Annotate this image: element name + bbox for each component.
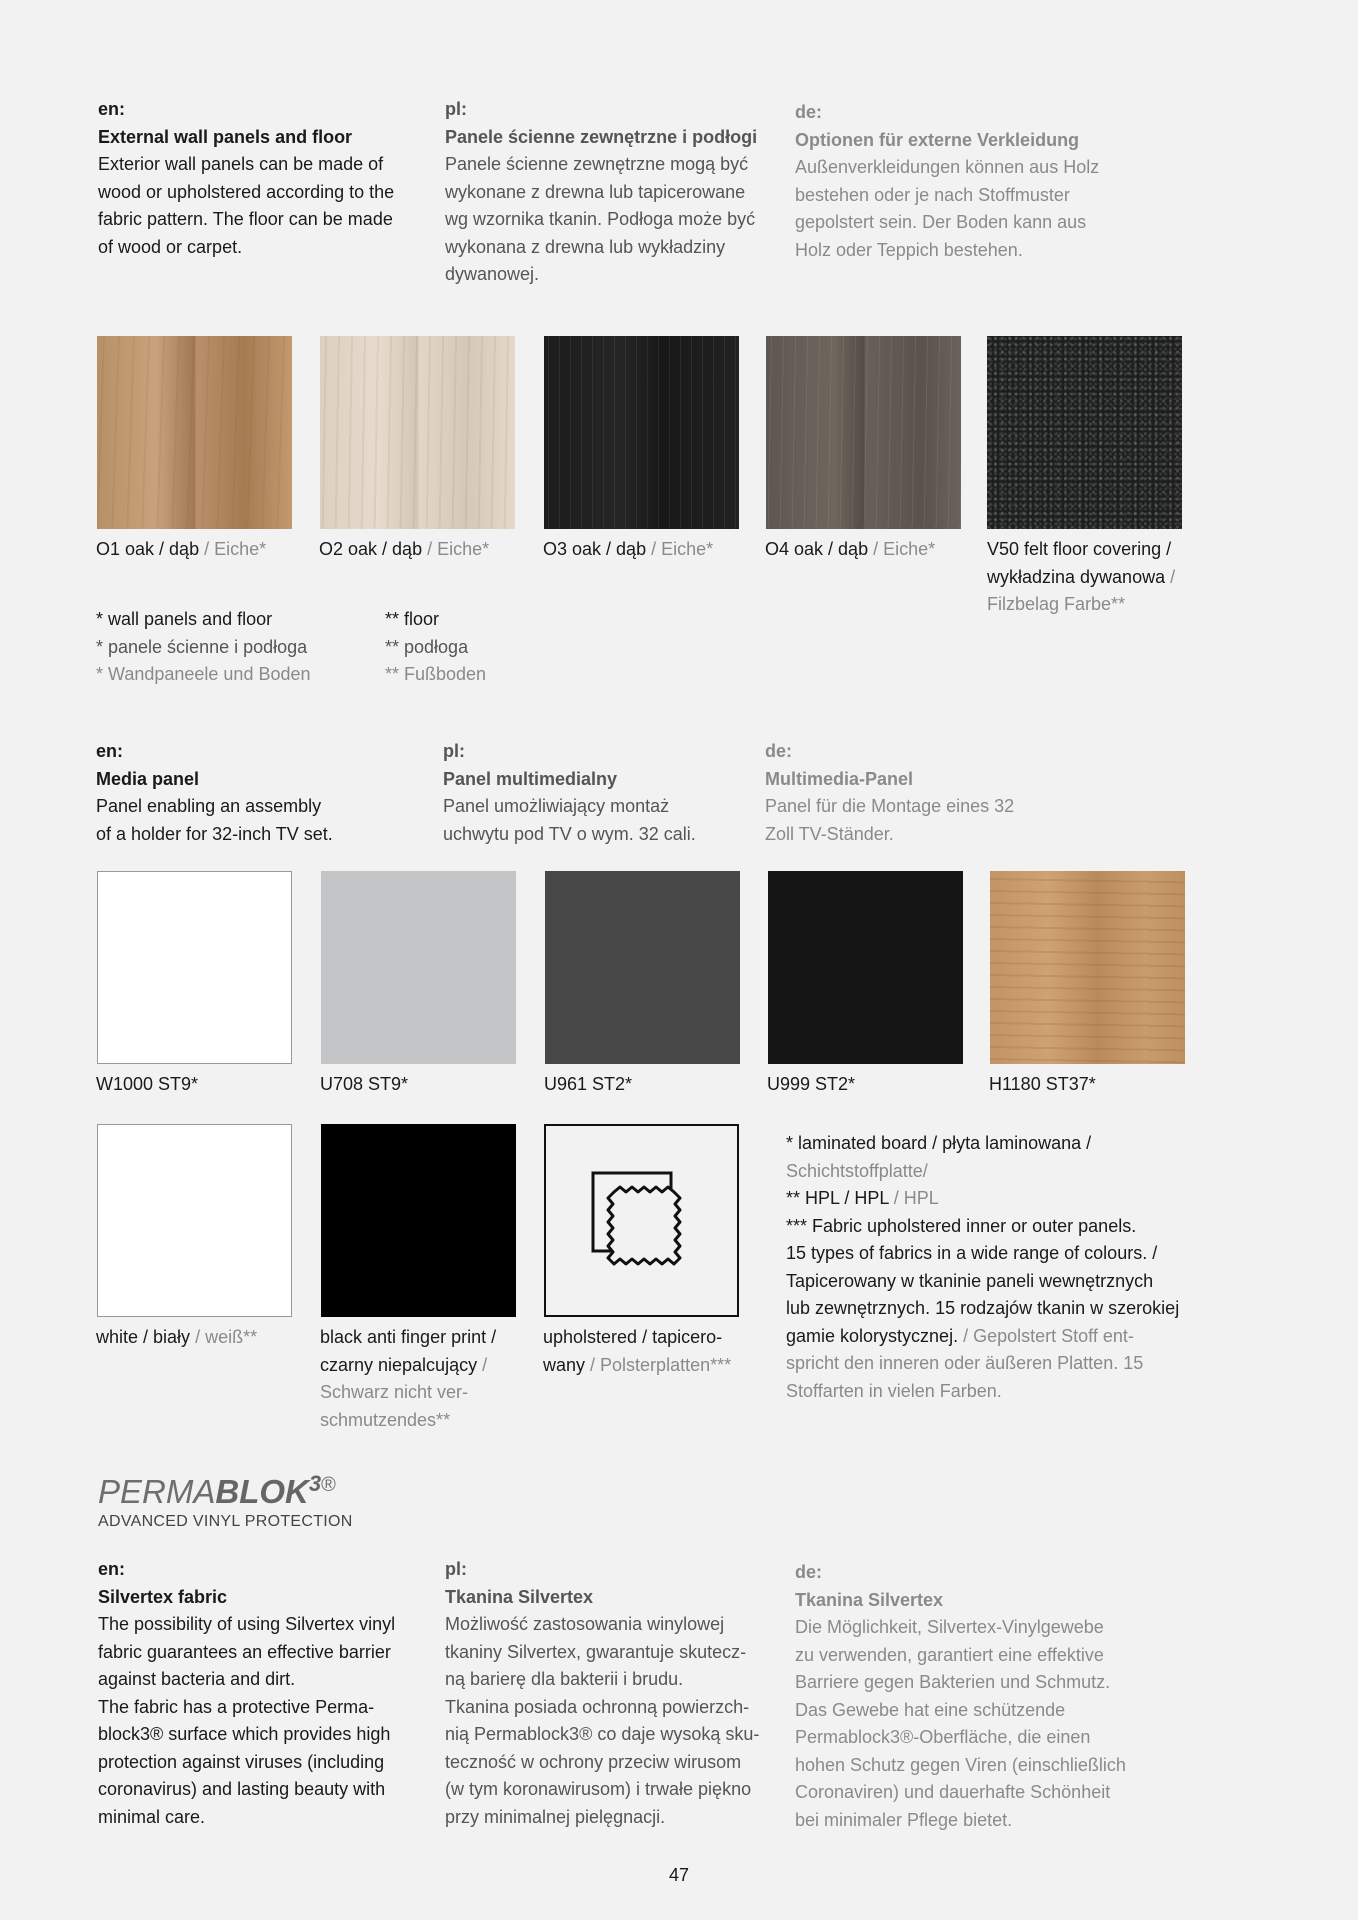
caption-de: / Polsterplatten*** xyxy=(585,1354,732,1375)
caption-de: / Eiche* xyxy=(422,539,490,559)
caption-en: black anti finger print / xyxy=(320,1327,497,1347)
caption-code: O1 oak xyxy=(96,539,155,559)
swatch-caption xyxy=(987,536,1227,619)
logo-subtitle: ADVANCED VINYL PROTECTION xyxy=(98,1513,353,1530)
note-pl: * panele ścienne i podłoga xyxy=(96,636,308,657)
permablok-logo xyxy=(98,1471,336,1511)
note-de: * Wandpaneele und Boden xyxy=(96,664,311,684)
note-line xyxy=(786,1158,1179,1186)
section2-de xyxy=(765,738,1095,848)
text-line: bestehen oder je nach Stoffmuster xyxy=(795,184,1070,205)
note-en: ** floor xyxy=(385,609,440,629)
section-heading: Panel multimedialny xyxy=(443,768,618,789)
note-text: lub zewnętrznych. 15 rodzajów tkanin w szerokiej xyxy=(786,1298,1180,1318)
text-line: coronavirus) and lasting beauty with xyxy=(98,1779,386,1799)
fabric-sample-icon xyxy=(544,1124,739,1317)
lang-label: pl: xyxy=(443,741,465,761)
caption-pl: / dąb xyxy=(377,539,423,559)
text-line: bei minimaler Pflege bietet. xyxy=(795,1809,1013,1830)
text-line: protection against viruses (including xyxy=(98,1751,385,1772)
section1-en xyxy=(98,96,428,261)
text-line: fabric pattern. The floor can be made xyxy=(98,209,393,229)
swatch-caption xyxy=(543,536,753,564)
lang-label: en: xyxy=(96,741,123,761)
text-line: of a holder for 32-inch TV set. xyxy=(96,823,333,844)
caption-de: / Eiche* xyxy=(199,539,267,559)
text-line: Holz oder Teppich bestehen. xyxy=(795,239,1023,260)
note-de: Schichtstoffplatte/ xyxy=(786,1160,928,1181)
caption-code: O3 oak xyxy=(543,539,602,559)
caption-de: Schwarz nicht ver- xyxy=(320,1382,469,1402)
section3-pl xyxy=(445,1556,785,1831)
caption-en: white xyxy=(96,1327,139,1347)
logo-perma: PERMA xyxy=(98,1473,216,1510)
section2-pl xyxy=(443,738,773,848)
swatch-u999 xyxy=(768,871,963,1064)
text-line: against bacteria and dirt. xyxy=(98,1669,296,1689)
caption-code: O4 oak xyxy=(765,539,824,559)
swatch-o4-oak xyxy=(766,336,961,529)
text-line: nią Permablock3® co daje wysoką sku- xyxy=(445,1724,760,1744)
text-line: Außenverkleidungen können aus Holz xyxy=(795,157,1100,177)
caption-en: upholstered xyxy=(543,1327,638,1347)
caption-pl: / dąb xyxy=(823,539,869,559)
swatch-black-anti-finger xyxy=(321,1124,516,1317)
section3-de xyxy=(795,1559,1135,1834)
section2-en xyxy=(96,738,426,848)
note-line xyxy=(786,1323,1179,1351)
text-line: wg wzornika tkanin. Podłoga może być xyxy=(445,209,756,229)
note-text: *** Fabric upholstered inner or outer panels. xyxy=(786,1215,1137,1236)
note-de: / Gepolstert Stoff ent- xyxy=(958,1325,1134,1346)
swatch-caption xyxy=(765,536,975,564)
note-line xyxy=(786,1130,1179,1158)
swatch-u961 xyxy=(545,871,740,1064)
note-line xyxy=(786,1213,1179,1241)
text-line: Das Gewebe hat eine schützende xyxy=(795,1699,1066,1720)
swatch-o3-oak xyxy=(544,336,739,529)
text-line: Barriere gegen Bakterien und Schmutz. xyxy=(795,1672,1111,1692)
text-line: gepolstert sein. Der Boden kann aus xyxy=(795,212,1087,232)
note-de: Stoffarten in vielen Farben. xyxy=(786,1380,1002,1401)
text-line: teczność w ochrony przeciw wirusom xyxy=(445,1751,742,1772)
swatch-caption xyxy=(96,1324,316,1352)
caption-code: O2 oak xyxy=(319,539,378,559)
caption-pl: / biały xyxy=(138,1327,191,1347)
text-line: Panel enabling an assembly xyxy=(96,796,322,816)
text-line: zu verwenden, garantiert eine effektive xyxy=(795,1644,1104,1665)
footnote-materials xyxy=(786,1130,1179,1405)
caption-de: schmutzendes** xyxy=(320,1409,451,1430)
swatch-o2-oak xyxy=(320,336,515,529)
text-line: wykonane z drewna lub tapicerowane xyxy=(445,181,746,202)
lang-label: de: xyxy=(795,102,822,122)
section-heading: Tkanina Silvertex xyxy=(445,1586,594,1607)
text-line: Panele ścienne zewnętrzne mogą być xyxy=(445,154,749,174)
note-line xyxy=(786,1185,1179,1213)
swatch-caption: U708 ST9* xyxy=(320,1074,409,1094)
swatch-caption: U961 ST2* xyxy=(544,1074,633,1094)
caption-pl: / dąb xyxy=(154,539,200,559)
caption-line xyxy=(543,1324,783,1352)
note-text: gamie kolorystycznej. xyxy=(786,1325,959,1346)
text-line: Możliwość zastosowania winylowej xyxy=(445,1614,725,1634)
text-line: dywanowej. xyxy=(445,264,540,284)
swatch-caption xyxy=(96,536,306,564)
text-line: fabric guarantees an effective barrier xyxy=(98,1641,391,1662)
caption-de: / Eiche* xyxy=(646,539,714,559)
text-line: Exterior wall panels can be made of xyxy=(98,154,384,174)
lang-label: de: xyxy=(795,1562,822,1582)
caption-pl: / tapicero- xyxy=(637,1327,723,1347)
logo-sup: 3 xyxy=(308,1471,322,1496)
text-line: przy minimalnej pielęgnacji. xyxy=(445,1806,666,1827)
text-line: The possibility of using Silvertex vinyl xyxy=(98,1614,396,1634)
note-text: ** HPL / HPL xyxy=(786,1188,889,1208)
lang-label: pl: xyxy=(445,1559,467,1579)
text-line: ną barierę dla bakterii i brudu. xyxy=(445,1669,684,1689)
swatch-caption: W1000 ST9* xyxy=(96,1074,199,1094)
lang-label: de: xyxy=(765,741,792,761)
note-text: 15 types of fabrics in a wide range of colours. / xyxy=(786,1243,1158,1263)
section3-en xyxy=(98,1556,428,1831)
text-line: wood or upholstered according to the xyxy=(98,181,395,202)
caption-code: V50 felt floor covering / xyxy=(987,539,1172,559)
caption-pl: czarny niepalcujący xyxy=(320,1354,478,1375)
note-line xyxy=(786,1240,1179,1268)
section-heading: Media panel xyxy=(96,768,200,789)
note-text: Tapicerowany w tkaninie paneli wewnętrznych xyxy=(786,1270,1154,1291)
text-line: tkaniny Silvertex, gwarantuje skutecz- xyxy=(445,1641,747,1662)
swatch-v50-felt xyxy=(987,336,1182,529)
caption-sep: / xyxy=(477,1354,488,1375)
text-line: Tkanina posiada ochronną powierzch- xyxy=(445,1696,750,1717)
note-line xyxy=(786,1295,1179,1323)
caption-de: / weiß** xyxy=(190,1327,258,1347)
caption-pl: wykładzina dywanowa xyxy=(987,566,1166,587)
text-line: hohen Schutz gegen Viren (einschließlich xyxy=(795,1754,1126,1775)
note-pl: ** podłoga xyxy=(385,636,469,657)
note-line xyxy=(786,1268,1179,1296)
caption-de: Filzbelag Farbe** xyxy=(987,594,1126,614)
note-de: spricht den inneren oder äußeren Platten. 15 xyxy=(786,1353,1144,1373)
footnote-floor xyxy=(385,606,486,689)
text-line: of wood or carpet. xyxy=(98,236,243,257)
section-heading: Optionen für externe Verkleidung xyxy=(795,129,1080,150)
swatch-u708 xyxy=(321,871,516,1064)
text-line: Permablock3®-Oberfläche, die einen xyxy=(795,1727,1091,1747)
section-heading: External wall panels and floor xyxy=(98,126,353,147)
caption-line xyxy=(320,1352,540,1380)
swatch-caption xyxy=(543,1324,783,1379)
text-line: (w tym koronawirusom) i trwałe piękno xyxy=(445,1779,752,1799)
swatch-upholstered xyxy=(544,1124,739,1317)
note-line xyxy=(786,1350,1179,1378)
page-number: 47 xyxy=(668,1865,690,1885)
note-de: / HPL xyxy=(888,1188,939,1208)
section-heading: Multimedia-Panel xyxy=(765,768,914,789)
swatch-white-hpl xyxy=(97,1124,292,1317)
note-line xyxy=(786,1378,1179,1406)
swatch-o1-oak xyxy=(97,336,292,529)
footnote-wall-panels xyxy=(96,606,311,689)
text-line: block3® surface which provides high xyxy=(98,1724,391,1744)
caption-de: / Eiche* xyxy=(868,539,936,559)
caption-pl: wany xyxy=(543,1354,586,1375)
text-line: uchwytu pod TV o wym. 32 cali. xyxy=(443,823,696,844)
caption-pl: / dąb xyxy=(601,539,647,559)
text-line: Panel für die Montage eines 32 xyxy=(765,796,1015,816)
section-heading: Panele ścienne zewnętrzne i podłogi xyxy=(445,126,758,147)
note-text: * laminated board / płyta laminowana / xyxy=(786,1133,1092,1153)
text-line: Die Möglichkeit, Silvertex-Vinylgewebe xyxy=(795,1617,1104,1637)
text-line: Zoll TV-Ständer. xyxy=(765,823,894,844)
text-line: Panel umożliwiający montaż xyxy=(443,796,670,816)
note-de: ** Fußboden xyxy=(385,664,487,684)
caption-line xyxy=(987,564,1227,592)
swatch-caption: U999 ST2* xyxy=(767,1074,856,1094)
text-line: Coronaviren) und dauerhafte Schönheit xyxy=(795,1782,1111,1802)
lang-label: en: xyxy=(98,99,125,119)
caption-line xyxy=(543,1352,783,1380)
swatch-caption xyxy=(319,536,529,564)
lang-label: en: xyxy=(98,1559,125,1579)
section1-de xyxy=(795,99,1125,264)
logo-blok: BLOK xyxy=(215,1473,309,1510)
swatch-caption: H1180 ST37* xyxy=(989,1074,1096,1094)
section-heading: Silvertex fabric xyxy=(98,1586,228,1607)
note-en: * wall panels and floor xyxy=(96,609,273,629)
caption-sep: / xyxy=(1165,566,1176,587)
text-line: minimal care. xyxy=(98,1806,206,1827)
text-line: wykonana z drewna lub wykładziny xyxy=(445,236,726,257)
swatch-h1180 xyxy=(990,871,1185,1064)
swatch-caption xyxy=(320,1324,540,1434)
text-line: The fabric has a protective Perma- xyxy=(98,1696,375,1717)
section1-pl xyxy=(445,96,785,289)
swatch-w1000 xyxy=(97,871,292,1064)
logo-registered: ® xyxy=(321,1474,336,1496)
section-heading: Tkanina Silvertex xyxy=(795,1589,944,1610)
lang-label: pl: xyxy=(445,99,467,119)
